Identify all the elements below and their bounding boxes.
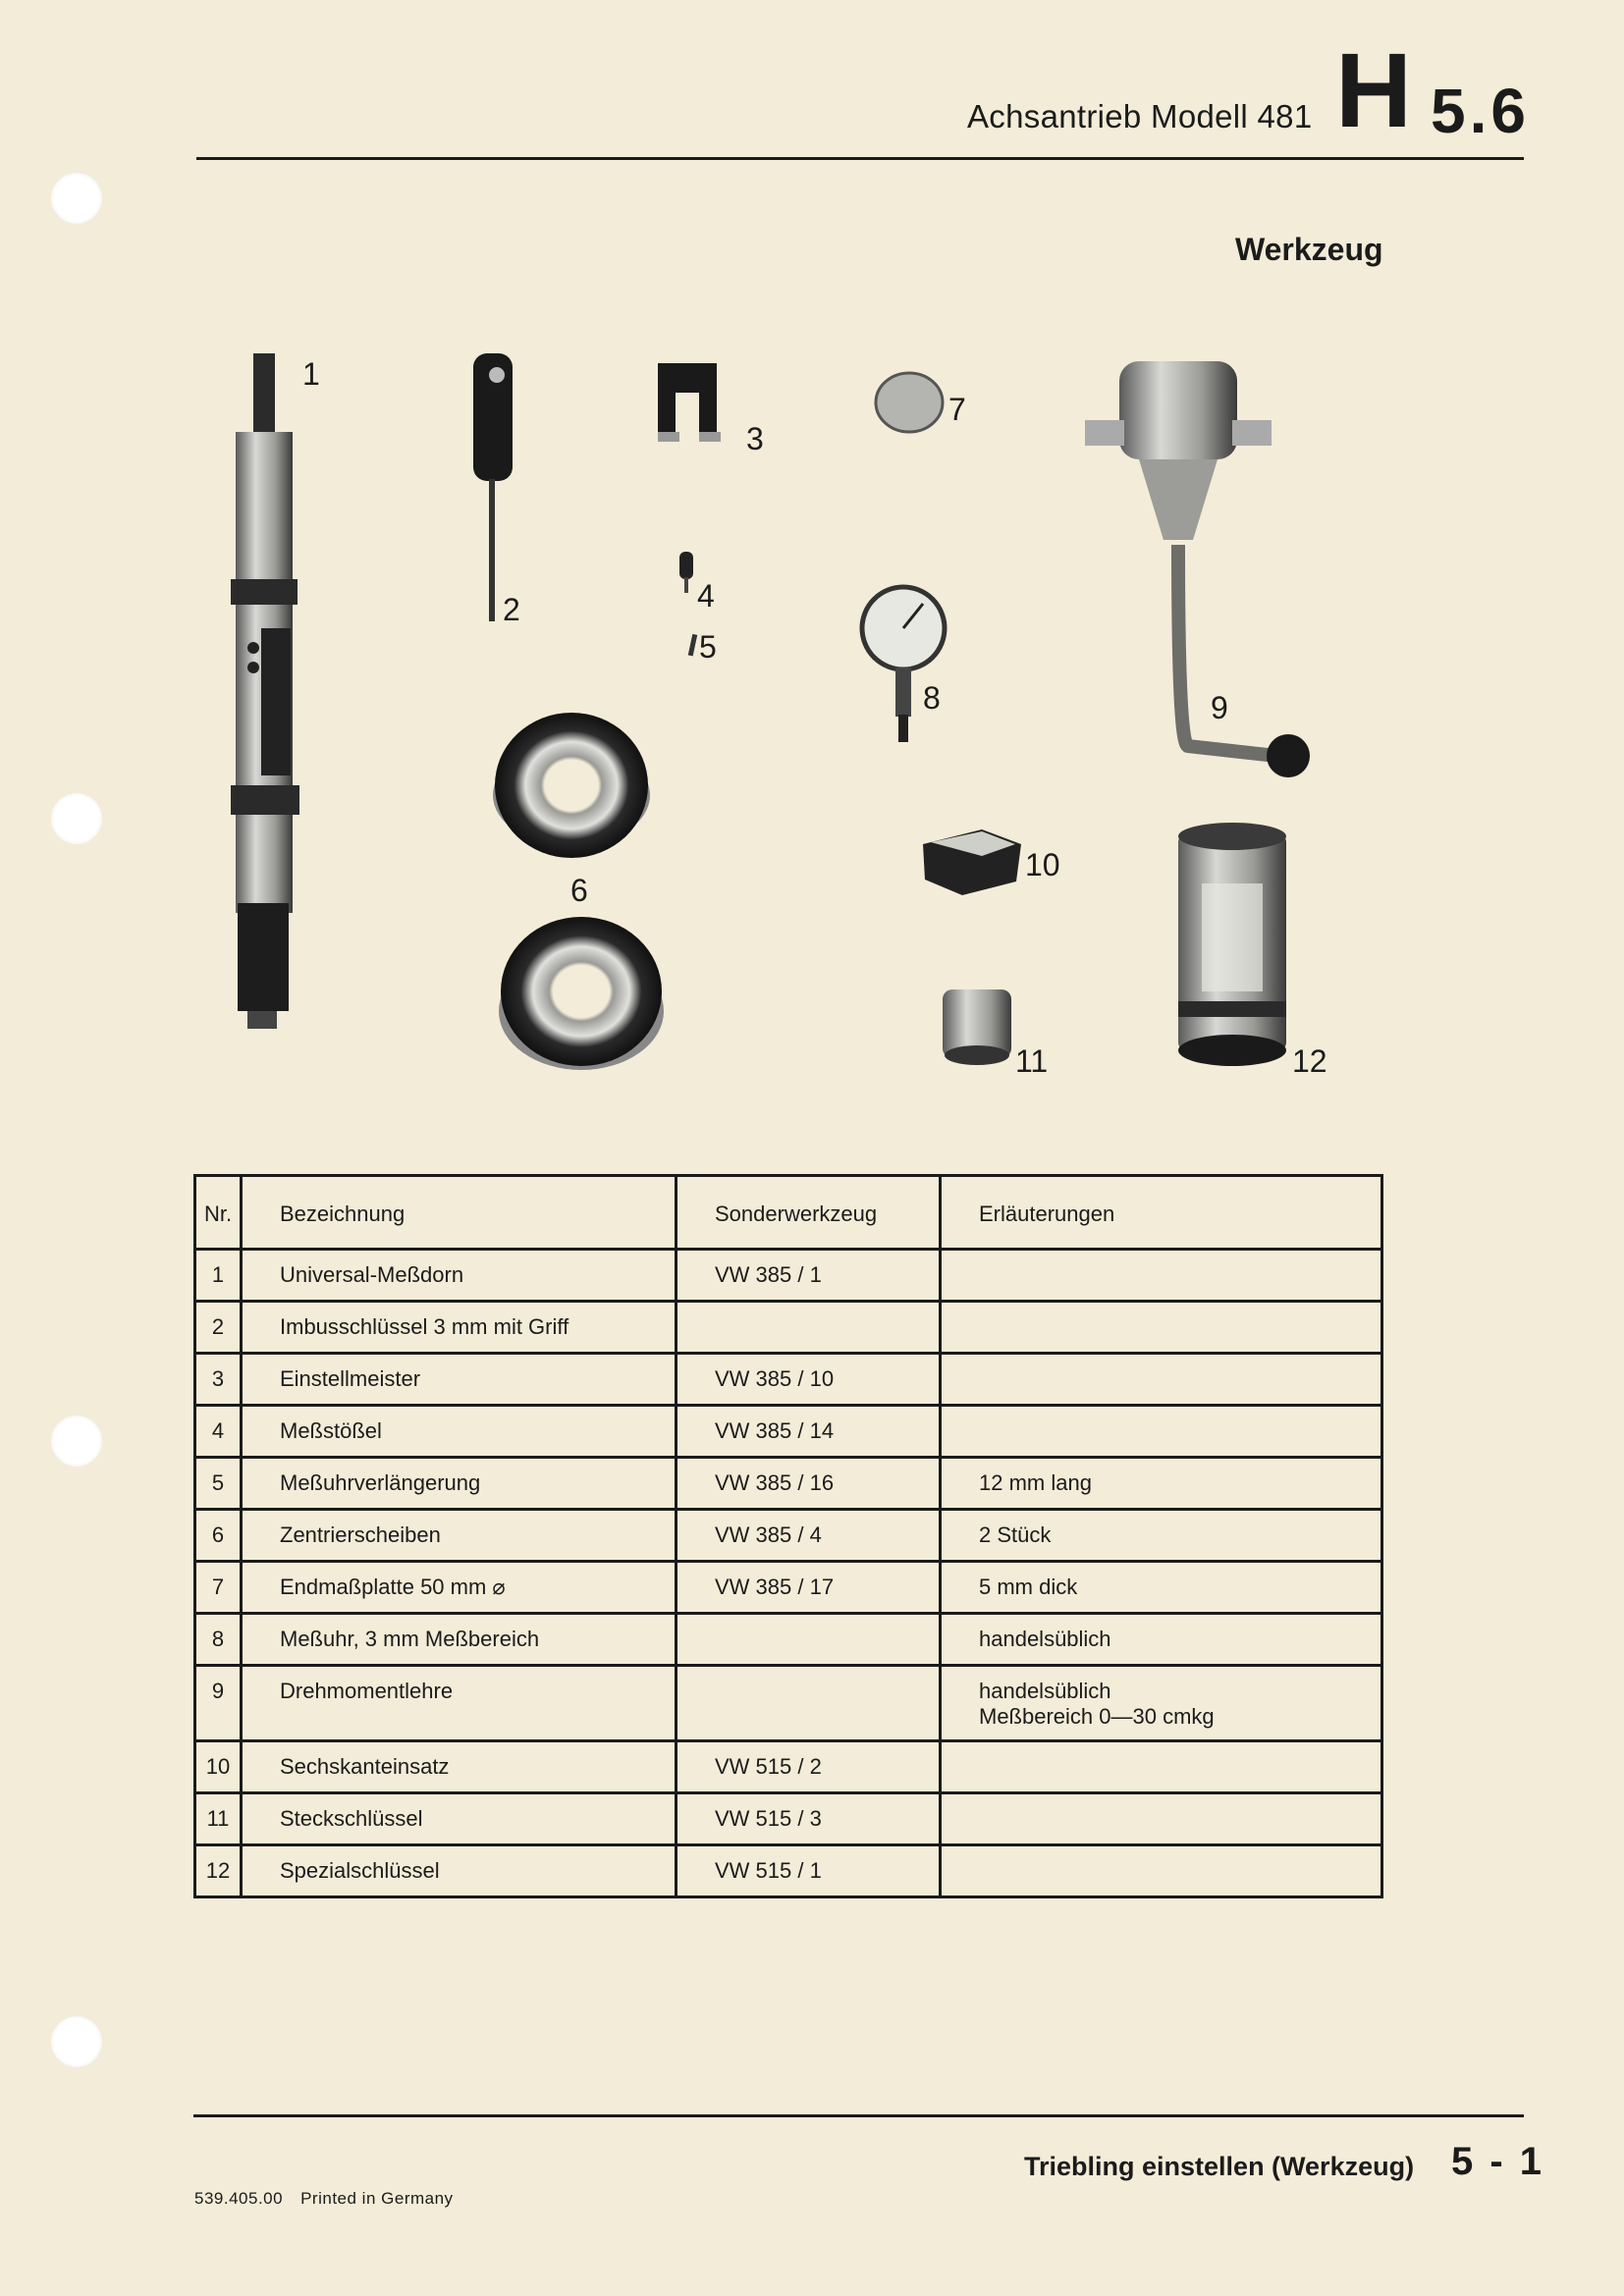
cell-nr: 8 (195, 1614, 242, 1666)
tool-3-setting-master (658, 363, 721, 442)
figure-label: 12 (1292, 1043, 1327, 1079)
cell-nr: 9 (195, 1666, 242, 1741)
figure-label: 1 (302, 356, 320, 392)
cell-note: 5 mm dick (941, 1562, 1382, 1614)
table-row (195, 1302, 1382, 1354)
cell-note (941, 1666, 1382, 1741)
cell-name: Drehmomentlehre (242, 1666, 677, 1741)
cell-nr: 11 (195, 1793, 242, 1845)
table-row (195, 1793, 1382, 1845)
footer-print-info (194, 2189, 454, 2209)
cell-tool: VW 385 / 14 (677, 1406, 941, 1458)
tool-4-plunger (679, 552, 693, 593)
cell-nr: 6 (195, 1510, 242, 1562)
cell-name: Meßstößel (242, 1406, 677, 1458)
cell-tool: VW 385 / 4 (677, 1510, 941, 1562)
column-header-nr: Nr. (195, 1176, 242, 1250)
cell-note (941, 1741, 1382, 1793)
figure-label: 8 (923, 680, 941, 716)
cell-note-line: Meßbereich 0—30 cmkg (979, 1704, 1215, 1729)
footer-rule (193, 2114, 1524, 2117)
cell-tool: VW 515 / 3 (677, 1793, 941, 1845)
cell-name: Sechskanteinsatz (242, 1741, 677, 1793)
figure-label: 4 (697, 578, 715, 614)
figure-label: 7 (948, 392, 966, 427)
section-title: Werkzeug (1235, 232, 1383, 267)
tool-5-extension (688, 634, 697, 657)
table-row (195, 1741, 1382, 1793)
cell-nr: 1 (195, 1250, 242, 1302)
cell-tool (677, 1302, 941, 1354)
cell-tool (677, 1614, 941, 1666)
figure-label: 3 (746, 421, 764, 456)
cell-note (941, 1250, 1382, 1302)
footer-printed: Printed in Germany (300, 2189, 454, 2208)
tool-12-special-wrench (1178, 823, 1286, 1066)
column-header-notes: Erläuterungen (941, 1176, 1382, 1250)
cell-note: handelsüblich (941, 1614, 1382, 1666)
cell-tool: VW 515 / 2 (677, 1741, 941, 1793)
punch-hole (51, 2016, 102, 2067)
cell-tool: VW 515 / 1 (677, 1845, 941, 1897)
cell-note: 12 mm lang (941, 1458, 1382, 1510)
figure-label: 11 (1015, 1043, 1049, 1079)
tool-2-hex-key (473, 353, 513, 621)
figure-label: 2 (503, 592, 520, 627)
cell-nr: 5 (195, 1458, 242, 1510)
cell-nr: 2 (195, 1302, 242, 1354)
cell-name: Meßuhrverlängerung (242, 1458, 677, 1510)
cell-name: Universal-Meßdorn (242, 1250, 677, 1302)
table-row (195, 1666, 1382, 1741)
cell-name: Steckschlüssel (242, 1793, 677, 1845)
cell-name: Einstellmeister (242, 1354, 677, 1406)
cell-note: 2 Stück (941, 1510, 1382, 1562)
cell-name: Meßuhr, 3 mm Meßbereich (242, 1614, 677, 1666)
cell-nr: 4 (195, 1406, 242, 1458)
cell-tool: VW 385 / 10 (677, 1354, 941, 1406)
header-group-letter: H (1335, 30, 1412, 149)
footer-page-number: 5 - 1 (1451, 2140, 1545, 2183)
figure-label: 6 (570, 873, 588, 908)
figure-label: 9 (1211, 690, 1228, 725)
cell-note (941, 1406, 1382, 1458)
figure-label: 5 (699, 629, 717, 665)
cell-tool: VW 385 / 17 (677, 1562, 941, 1614)
tools-photo (196, 334, 1375, 1099)
cell-name: Endmaßplatte 50 mm ⌀ (242, 1562, 677, 1614)
cell-name: Spezialschlüssel (242, 1845, 677, 1897)
tool-7-gauge-plate (876, 373, 943, 432)
table-row (195, 1250, 1382, 1302)
footer-title: Triebling einstellen (Werkzeug) (1024, 2152, 1415, 2181)
cell-tool: VW 385 / 16 (677, 1458, 941, 1510)
cell-note (941, 1302, 1382, 1354)
tools-table (193, 1174, 1383, 1898)
cell-nr: 7 (195, 1562, 242, 1614)
tool-9-torque-gauge (1085, 361, 1310, 777)
cell-nr: 12 (195, 1845, 242, 1897)
cell-name: Zentrierscheiben (242, 1510, 677, 1562)
cell-note-line: handelsüblich (979, 1679, 1111, 1703)
header-title: Achsantrieb Modell 481 (967, 98, 1313, 134)
figure-label: 10 (1025, 847, 1060, 882)
column-header-name: Bezeichnung (242, 1176, 677, 1250)
tool-10-hex-insert (923, 829, 1021, 895)
cell-note (941, 1793, 1382, 1845)
punch-hole (51, 793, 102, 844)
cell-note (941, 1354, 1382, 1406)
cell-nr: 10 (195, 1741, 242, 1793)
table-row (195, 1510, 1382, 1562)
column-header-tool: Sonderwerkzeug (677, 1176, 941, 1250)
cell-note (941, 1845, 1382, 1897)
table-row (195, 1354, 1382, 1406)
tool-11-socket-wrench (943, 989, 1011, 1065)
cell-nr: 3 (195, 1354, 242, 1406)
table-row (195, 1458, 1382, 1510)
punch-hole (51, 1415, 102, 1467)
table-header-row (195, 1176, 1382, 1250)
cell-name: Imbusschlüssel 3 mm mit Griff (242, 1302, 677, 1354)
tool-1-mandrel (231, 353, 299, 1029)
table-row (195, 1562, 1382, 1614)
header-rule (196, 157, 1524, 160)
table-row (195, 1845, 1382, 1897)
table-row (195, 1406, 1382, 1458)
punch-hole (51, 173, 102, 224)
footer-code: 539.405.00 (194, 2189, 284, 2208)
cell-tool: VW 385 / 1 (677, 1250, 941, 1302)
tool-8-dial-gauge (862, 587, 945, 742)
table-row (195, 1614, 1382, 1666)
header-section-number: 5.6 (1431, 76, 1530, 146)
cell-tool (677, 1666, 941, 1741)
